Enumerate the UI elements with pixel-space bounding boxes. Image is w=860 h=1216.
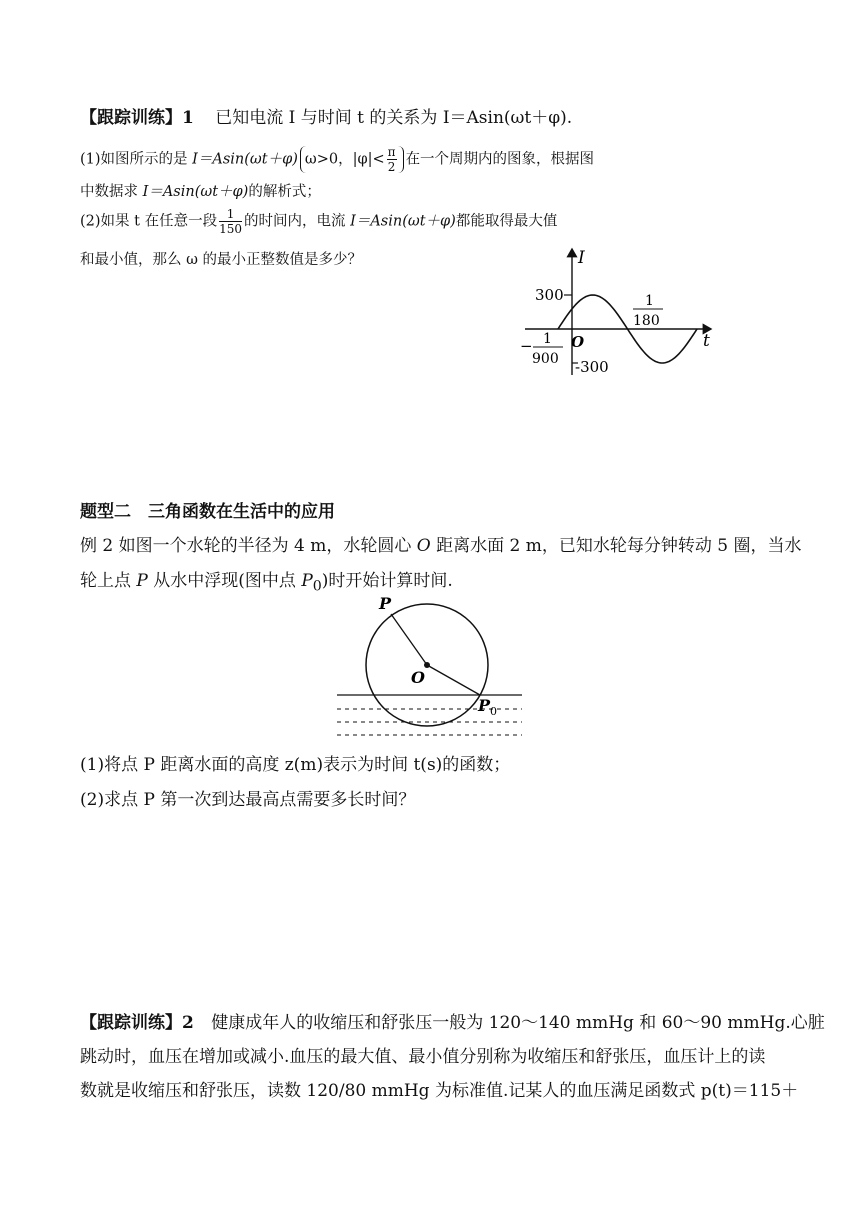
- x-right-den: 180: [633, 313, 660, 329]
- label-P0-sub: 0: [490, 705, 497, 718]
- example2-line1: [80, 531, 802, 556]
- y-axis-label: I: [578, 248, 585, 268]
- practice2-line2: 跳动时，血压在增加或减小.血压的最大值、最小值分别称为收缩压和舒张压，血压计上的读: [80, 1047, 766, 1067]
- example-line2-c: )时开始计算时间.: [321, 571, 453, 591]
- radius-OP0: [427, 665, 480, 695]
- practice2-text1: 健康成年人的收缩压和舒张压一般为 120～140 mmHg 和 60～90 mmHg.心脏: [211, 1013, 825, 1033]
- x-right-num: 1: [645, 293, 654, 309]
- q1-line2-formula: I＝Asin(ωt＋φ): [142, 184, 249, 200]
- x-left-num: 1: [543, 331, 552, 347]
- example-O: O: [416, 536, 431, 556]
- q1-suffix: 在一个周期内的图象，根据图: [405, 151, 595, 168]
- example-line2-a: 轮上点: [80, 571, 137, 591]
- example-line2-b: 从水中浮现(图中点: [147, 571, 302, 591]
- example-P0-sub: 0: [312, 578, 322, 595]
- example-prefix: 例 2 如图一个水轮的半径为 4 m，水轮圆心: [80, 536, 417, 556]
- x-left-den: 900: [532, 351, 559, 367]
- label-P0: P: [478, 696, 491, 715]
- sine-graph: [515, 243, 720, 383]
- q2-fraction: [219, 208, 242, 235]
- pi-num: π: [387, 145, 396, 159]
- q2-suffix: 都能取得最大值: [455, 213, 558, 230]
- label-O: O: [411, 668, 425, 687]
- practice1-heading: [80, 103, 572, 128]
- section2-title: 题型二 三角函数在生活中的应用: [80, 502, 335, 522]
- example2-q1: (1)将点 P 距离水面的高度 z(m)表示为时间 t(s)的函数；: [80, 755, 511, 775]
- practice2-line1: [80, 1008, 825, 1033]
- practice2-line3: 数就是收缩压和舒张压，读数 120/80 mmHg 为标准值.记某人的血压满足函数式 p(t)＝115＋: [80, 1081, 799, 1101]
- q2-prefix: (2)如果 t 在任意一段: [80, 213, 218, 230]
- practice1-text: 已知电流 I 与时间 t 的关系为 I＝Asin(ωt＋φ).: [215, 108, 573, 128]
- example2-q2: (2)求点 P 第一次到达最高点需要多长时间？: [80, 790, 416, 810]
- q1-condition: [300, 146, 404, 173]
- practice1-tag: 【跟踪训练】1: [80, 108, 194, 128]
- pi-den: 2: [387, 160, 396, 174]
- q1-line2-prefix: 中数据求: [80, 184, 143, 200]
- y-min-label: -300: [575, 358, 609, 376]
- q1-formula: I＝Asin(ωt＋φ): [192, 151, 298, 168]
- q2-formula: I＝Asin(ωt＋φ): [350, 213, 456, 230]
- q1-cond-text: ω>0，|φ|<: [304, 151, 385, 168]
- practice1-q2-line1: [80, 208, 557, 235]
- practice1-q1-line1: [80, 146, 594, 173]
- q2-frac-num: 1: [219, 208, 242, 222]
- radius-OP: [391, 614, 427, 665]
- q2-mid: 的时间内，电流: [244, 213, 351, 230]
- label-P: P: [379, 594, 392, 613]
- practice1-q1-line2: [80, 180, 321, 201]
- example-P: P: [136, 571, 148, 591]
- q1-prefix: (1)如图所示的是: [80, 151, 193, 168]
- water-wheel-figure: [330, 590, 530, 740]
- example-mid: 距离水面 2 m，已知水轮每分钟转动 5 圈，当水: [430, 536, 802, 556]
- x-left-sign: −: [520, 337, 533, 355]
- example-P0: P: [301, 571, 313, 591]
- x-axis-label: t: [703, 331, 710, 351]
- practice2-tag: 【跟踪训练】2: [80, 1013, 194, 1033]
- q1-line2-suffix: 的解析式；: [248, 184, 321, 200]
- y-max-label: 300: [535, 286, 564, 304]
- practice1-q2-line2: 和最小值，那么 ω 的最小正整数值是多少？: [80, 252, 363, 268]
- q2-frac-den: 150: [219, 222, 242, 236]
- origin-label: O: [571, 333, 585, 351]
- pi-over-2: [387, 146, 397, 173]
